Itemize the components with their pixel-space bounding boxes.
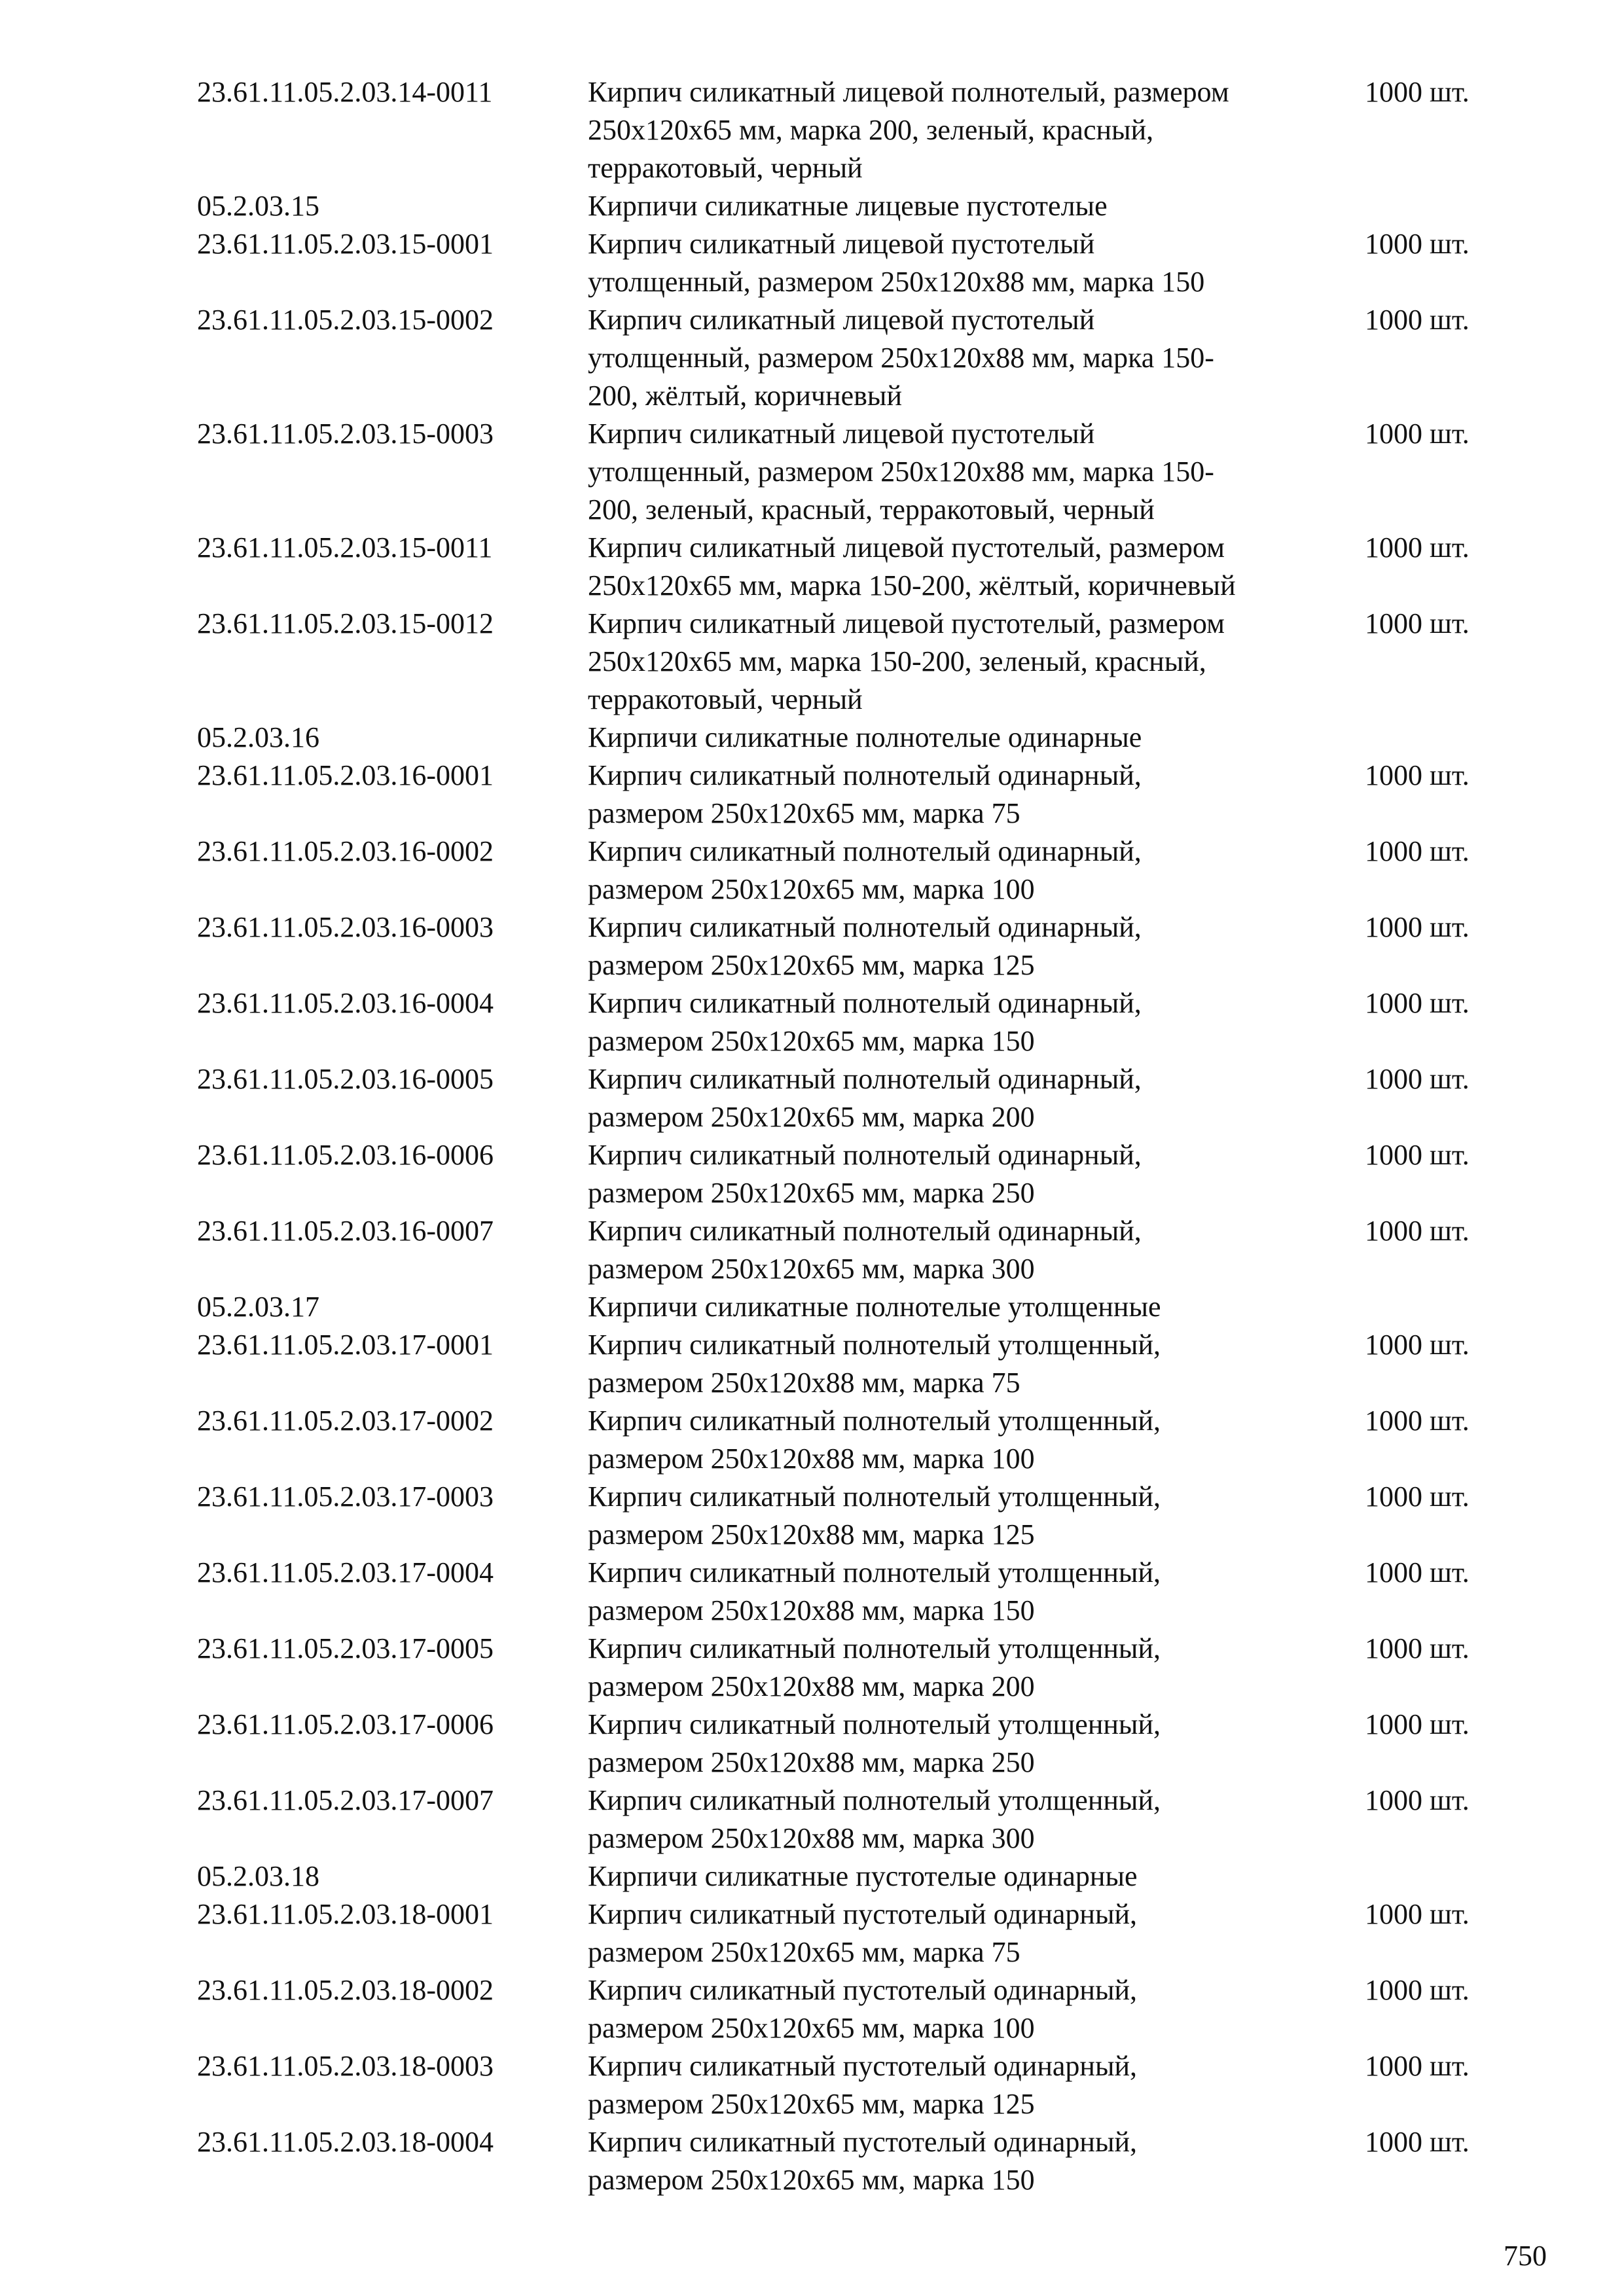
unit-of-measure: 1000 шт. bbox=[1365, 228, 1470, 260]
table-row bbox=[197, 1971, 1506, 2047]
item-code: 23.61.11.05.2.03.15-0001 bbox=[197, 228, 494, 260]
group-header-row bbox=[197, 187, 1506, 225]
item-code: 23.61.11.05.2.03.14-0011 bbox=[197, 76, 493, 108]
table-row bbox=[197, 1478, 1506, 1554]
table-row bbox=[197, 1060, 1506, 1136]
item-description bbox=[588, 2047, 1365, 2123]
unit-of-measure: 1000 шт. bbox=[1365, 607, 1470, 639]
item-description bbox=[588, 1895, 1365, 1971]
item-description bbox=[588, 1136, 1365, 1212]
unit-of-measure: 1000 шт. bbox=[1365, 1898, 1470, 1930]
description-line: размером 250х120х88 мм, марка 75 bbox=[588, 1367, 1020, 1399]
item-description bbox=[588, 1478, 1365, 1554]
item-code: 23.61.11.05.2.03.17-0007 bbox=[197, 1784, 494, 1816]
description-line: размером 250х120х88 мм, марка 150 bbox=[588, 1594, 1035, 1626]
table-row bbox=[197, 1212, 1506, 1288]
unit-of-measure: 1000 шт. bbox=[1365, 1632, 1470, 1664]
description-line: Кирпич силикатный полнотелый утолщенный, bbox=[588, 1405, 1161, 1437]
table-row bbox=[197, 1895, 1506, 1971]
unit-of-measure: 1000 шт. bbox=[1365, 2050, 1470, 2082]
description-line: Кирпич силикатный лицевой пустотелый, размером bbox=[588, 607, 1225, 639]
description-line: размером 250х120х65 мм, марка 300 bbox=[588, 1253, 1035, 1285]
item-description bbox=[588, 73, 1365, 187]
unit-of-measure: 1000 шт. bbox=[1365, 1708, 1470, 1740]
description-line: Кирпич силикатный полнотелый одинарный, bbox=[588, 1139, 1142, 1171]
description-line: Кирпич силикатный полнотелый одинарный, bbox=[588, 1063, 1142, 1095]
description-line: Кирпичи силикатные полнотелые утолщенные bbox=[588, 1291, 1161, 1323]
description-line: Кирпичи силикатные пустотелые одинарные bbox=[588, 1860, 1138, 1892]
description-line: размером 250х120х65 мм, марка 125 bbox=[588, 2088, 1035, 2120]
description-line: Кирпич силикатный полнотелый утолщенный, bbox=[588, 1556, 1161, 1588]
item-code: 23.61.11.05.2.03.15-0011 bbox=[197, 531, 493, 564]
description-line: размером 250х120х65 мм, марка 250 bbox=[588, 1177, 1035, 1209]
item-description bbox=[588, 1630, 1365, 1706]
item-code: 23.61.11.05.2.03.17-0002 bbox=[197, 1405, 494, 1437]
item-code: 23.61.11.05.2.03.18-0001 bbox=[197, 1898, 494, 1930]
table-row bbox=[197, 2123, 1506, 2199]
description-line: размером 250х120х88 мм, марка 100 bbox=[588, 1443, 1035, 1475]
unit-of-measure: 1000 шт. bbox=[1365, 1480, 1470, 1513]
table-row bbox=[197, 73, 1506, 187]
description-line: Кирпич силикатный пустотелый одинарный, bbox=[588, 2050, 1138, 2082]
description-line: размером 250х120х65 мм, марка 75 bbox=[588, 1936, 1020, 1968]
description-line: Кирпич силикатный полнотелый одинарный, bbox=[588, 759, 1142, 791]
description-line: Кирпич силикатный пустотелый одинарный, bbox=[588, 1974, 1138, 2006]
table-row bbox=[197, 2047, 1506, 2123]
description-line: Кирпич силикатный лицевой пустотелый bbox=[588, 418, 1095, 450]
item-description bbox=[588, 415, 1365, 529]
item-description bbox=[588, 605, 1365, 719]
table-row bbox=[197, 1554, 1506, 1630]
description-line: Кирпич силикатный полнотелый утолщенный, bbox=[588, 1480, 1161, 1513]
description-line: размером 250х120х65 мм, марка 100 bbox=[588, 2012, 1035, 2044]
table-row bbox=[197, 833, 1506, 908]
description-line: размером 250х120х88 мм, марка 250 bbox=[588, 1746, 1035, 1778]
description-line: 250х120х65 мм, марка 200, зеленый, красный, bbox=[588, 114, 1154, 146]
unit-of-measure: 1000 шт. bbox=[1365, 1139, 1470, 1171]
item-description bbox=[588, 529, 1365, 605]
table-row bbox=[197, 529, 1506, 605]
description-line: размером 250х120х65 мм, марка 200 bbox=[588, 1101, 1035, 1133]
unit-of-measure: 1000 шт. bbox=[1365, 1405, 1470, 1437]
group-title bbox=[588, 1857, 1365, 1895]
item-code: 23.61.11.05.2.03.15-0012 bbox=[197, 607, 494, 639]
item-code: 23.61.11.05.2.03.17-0003 bbox=[197, 1480, 494, 1513]
unit-of-measure: 1000 шт. bbox=[1365, 304, 1470, 336]
description-line: Кирпич силикатный лицевой полнотелый, размером bbox=[588, 76, 1229, 108]
description-line: Кирпич силикатный полнотелый одинарный, bbox=[588, 1215, 1142, 1247]
unit-of-measure: 1000 шт. bbox=[1365, 531, 1470, 564]
group-code: 05.2.03.18 bbox=[197, 1860, 319, 1892]
item-description bbox=[588, 1402, 1365, 1478]
unit-of-measure: 1000 шт. bbox=[1365, 1556, 1470, 1588]
description-line: размером 250х120х65 мм, марка 150 bbox=[588, 2164, 1035, 2196]
description-line: размером 250х120х65 мм, марка 125 bbox=[588, 949, 1035, 981]
unit-of-measure: 1000 шт. bbox=[1365, 418, 1470, 450]
item-code: 23.61.11.05.2.03.17-0006 bbox=[197, 1708, 494, 1740]
item-description bbox=[588, 2123, 1365, 2199]
description-line: Кирпичи силикатные полнотелые одинарные bbox=[588, 721, 1142, 753]
description-line: 200, зеленый, красный, терракотовый, черный bbox=[588, 493, 1155, 526]
group-header-row bbox=[197, 719, 1506, 757]
description-line: Кирпич силикатный пустотелый одинарный, bbox=[588, 1898, 1138, 1930]
item-description bbox=[588, 1554, 1365, 1630]
description-line: размером 250х120х88 мм, марка 125 bbox=[588, 1518, 1035, 1551]
group-title bbox=[588, 1288, 1365, 1326]
page-number: 750 bbox=[1504, 2240, 1547, 2272]
description-line: Кирпич силикатный полнотелый утолщенный, bbox=[588, 1329, 1161, 1361]
catalog-table bbox=[197, 73, 1506, 2199]
description-line: Кирпич силикатный полнотелый одинарный, bbox=[588, 835, 1142, 867]
group-header-row bbox=[197, 1288, 1506, 1326]
unit-of-measure: 1000 шт. bbox=[1365, 759, 1470, 791]
description-line: размером 250х120х65 мм, марка 100 bbox=[588, 873, 1035, 905]
item-code: 23.61.11.05.2.03.18-0002 bbox=[197, 1974, 494, 2006]
item-description bbox=[588, 1060, 1365, 1136]
table-row bbox=[197, 605, 1506, 719]
item-description bbox=[588, 1326, 1365, 1402]
description-line: Кирпичи силикатные лицевые пустотелые bbox=[588, 190, 1108, 222]
description-line: Кирпич силикатный полнотелый утолщенный, bbox=[588, 1632, 1161, 1664]
item-code: 23.61.11.05.2.03.15-0002 bbox=[197, 304, 494, 336]
description-line: Кирпич силикатный лицевой пустотелый, размером bbox=[588, 531, 1225, 564]
item-code: 23.61.11.05.2.03.17-0004 bbox=[197, 1556, 494, 1588]
description-line: утолщенный, размером 250х120х88 мм, марка 150- bbox=[588, 342, 1214, 374]
unit-of-measure: 1000 шт. bbox=[1365, 1974, 1470, 2006]
item-code: 23.61.11.05.2.03.18-0003 bbox=[197, 2050, 494, 2082]
item-description bbox=[588, 1706, 1365, 1782]
description-line: размером 250х120х65 мм, марка 75 bbox=[588, 797, 1020, 829]
item-description bbox=[588, 301, 1365, 415]
description-line: 250х120х65 мм, марка 150-200, зеленый, красный, bbox=[588, 645, 1206, 677]
item-code: 23.61.11.05.2.03.16-0006 bbox=[197, 1139, 494, 1171]
item-code: 23.61.11.05.2.03.16-0003 bbox=[197, 911, 494, 943]
table-row bbox=[197, 1706, 1506, 1782]
item-description bbox=[588, 1212, 1365, 1288]
description-line: размером 250х120х88 мм, марка 200 bbox=[588, 1670, 1035, 1702]
item-description bbox=[588, 833, 1365, 908]
item-code: 23.61.11.05.2.03.15-0003 bbox=[197, 418, 494, 450]
item-code: 23.61.11.05.2.03.16-0005 bbox=[197, 1063, 494, 1095]
description-line: Кирпич силикатный полнотелый одинарный, bbox=[588, 987, 1142, 1019]
table-row bbox=[197, 1326, 1506, 1402]
unit-of-measure: 1000 шт. bbox=[1365, 911, 1470, 943]
item-code: 23.61.11.05.2.03.18-0004 bbox=[197, 2126, 494, 2158]
group-code: 05.2.03.15 bbox=[197, 190, 319, 222]
unit-of-measure: 1000 шт. bbox=[1365, 987, 1470, 1019]
item-code: 23.61.11.05.2.03.16-0002 bbox=[197, 835, 494, 867]
description-line: Кирпич силикатный лицевой пустотелый bbox=[588, 228, 1095, 260]
description-line: утолщенный, размером 250х120х88 мм, марка 150- bbox=[588, 456, 1214, 488]
item-description bbox=[588, 1782, 1365, 1857]
description-line: 250х120х65 мм, марка 150-200, жёлтый, коричневый bbox=[588, 569, 1236, 601]
table-row bbox=[197, 984, 1506, 1060]
unit-of-measure: 1000 шт. bbox=[1365, 76, 1470, 108]
item-code: 23.61.11.05.2.03.17-0005 bbox=[197, 1632, 494, 1664]
unit-of-measure: 1000 шт. bbox=[1365, 835, 1470, 867]
item-description bbox=[588, 908, 1365, 984]
description-line: Кирпич силикатный лицевой пустотелый bbox=[588, 304, 1095, 336]
table-row bbox=[197, 1782, 1506, 1857]
description-line: Кирпич силикатный полнотелый одинарный, bbox=[588, 911, 1142, 943]
description-line: Кирпич силикатный полнотелый утолщенный, bbox=[588, 1784, 1161, 1816]
description-line: терракотовый, черный bbox=[588, 683, 863, 715]
table-row bbox=[197, 1402, 1506, 1478]
item-code: 23.61.11.05.2.03.16-0007 bbox=[197, 1215, 494, 1247]
group-code: 05.2.03.17 bbox=[197, 1291, 319, 1323]
table-row bbox=[197, 301, 1506, 415]
unit-of-measure: 1000 шт. bbox=[1365, 1063, 1470, 1095]
table-row bbox=[197, 757, 1506, 833]
group-code: 05.2.03.16 bbox=[197, 721, 319, 753]
item-description bbox=[588, 1971, 1365, 2047]
description-line: размером 250х120х88 мм, марка 300 bbox=[588, 1822, 1035, 1854]
description-line: терракотовый, черный bbox=[588, 152, 863, 184]
group-header-row bbox=[197, 1857, 1506, 1895]
table-row bbox=[197, 415, 1506, 529]
table-row bbox=[197, 1136, 1506, 1212]
group-title bbox=[588, 719, 1365, 757]
item-code: 23.61.11.05.2.03.16-0004 bbox=[197, 987, 494, 1019]
table-row bbox=[197, 225, 1506, 301]
description-line: 200, жёлтый, коричневый bbox=[588, 380, 903, 412]
unit-of-measure: 1000 шт. bbox=[1365, 1784, 1470, 1816]
description-line: Кирпич силикатный полнотелый утолщенный, bbox=[588, 1708, 1161, 1740]
description-line: утолщенный, размером 250х120х88 мм, марка 150 bbox=[588, 266, 1205, 298]
unit-of-measure: 1000 шт. bbox=[1365, 1215, 1470, 1247]
item-description bbox=[588, 757, 1365, 833]
item-description bbox=[588, 225, 1365, 301]
table-row bbox=[197, 1630, 1506, 1706]
item-description bbox=[588, 984, 1365, 1060]
table-row bbox=[197, 908, 1506, 984]
item-code: 23.61.11.05.2.03.16-0001 bbox=[197, 759, 494, 791]
description-line: размером 250х120х65 мм, марка 150 bbox=[588, 1025, 1035, 1057]
group-title bbox=[588, 187, 1365, 225]
item-code: 23.61.11.05.2.03.17-0001 bbox=[197, 1329, 494, 1361]
unit-of-measure: 1000 шт. bbox=[1365, 1329, 1470, 1361]
unit-of-measure: 1000 шт. bbox=[1365, 2126, 1470, 2158]
description-line: Кирпич силикатный пустотелый одинарный, bbox=[588, 2126, 1138, 2158]
